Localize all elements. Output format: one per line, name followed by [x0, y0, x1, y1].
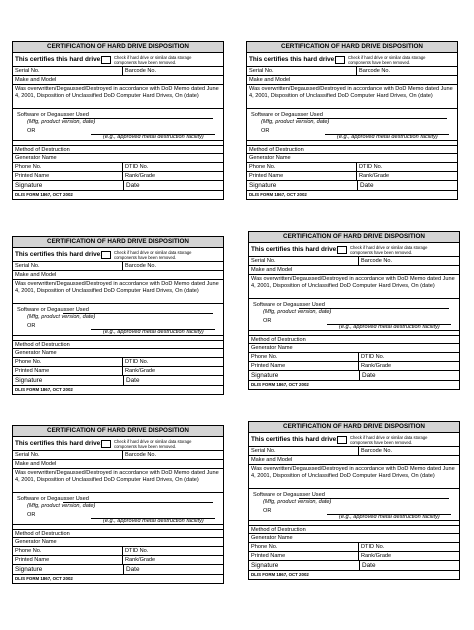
- printed-name-field[interactable]: Printed Name: [13, 367, 123, 375]
- or-label: OR: [261, 128, 270, 134]
- destruction-hint: (e.g., approved metal destruction facility): [103, 329, 204, 335]
- overwrite-statement: Was overwritten/Degaussed/Destroyed in accordance with DoD Memo dated June 4, 2001, Disposition of Unclassified DoD Computer Hard Drives, On (date): [247, 85, 457, 109]
- or-label: OR: [27, 323, 36, 329]
- software-section: [13, 493, 223, 525]
- certifies-note: Check if hard drive or similar data storage components have been removed.: [114, 438, 192, 449]
- method-field[interactable]: Method of Destruction: [249, 335, 459, 344]
- form-footer: DLIS FORM 1867, OCT 2002: [13, 574, 223, 583]
- mfg-hint: (Mfg, product version, date): [27, 503, 96, 509]
- removed-checkbox[interactable]: [101, 440, 111, 448]
- phone-field[interactable]: Phone No.: [13, 163, 123, 171]
- form-title: CERTIFICATION OF HARD DRIVE DISPOSITION: [13, 42, 223, 53]
- software-section: [13, 109, 223, 141]
- method-field[interactable]: Method of Destruction: [249, 525, 459, 534]
- date-field[interactable]: Date: [123, 565, 223, 574]
- printed-name-field[interactable]: Printed Name: [13, 172, 123, 180]
- certifies-label: This certifies this hard drive:: [15, 56, 103, 63]
- form-title: CERTIFICATION OF HARD DRIVE DISPOSITION: [247, 42, 457, 53]
- date-field[interactable]: Date: [359, 371, 459, 380]
- dtid-field[interactable]: DTID No.: [361, 544, 385, 550]
- method-field[interactable]: Method of Destruction: [13, 340, 223, 349]
- form-title: CERTIFICATION OF HARD DRIVE DISPOSITION: [13, 426, 223, 437]
- form-footer: DLIS FORM 1867, OCT 2002: [249, 380, 459, 389]
- make-model-field[interactable]: Make and Model: [249, 266, 459, 275]
- date-field[interactable]: Date: [357, 181, 457, 190]
- removed-checkbox[interactable]: [337, 246, 347, 254]
- overwrite-statement: Was overwritten/Degaussed/Destroyed in accordance with DoD Memo dated June 4, 2001, Disposition of Unclassified DoD Computer Hard Drives, On (date): [13, 280, 223, 304]
- rank-field[interactable]: Rank/Grade: [125, 368, 156, 374]
- overwrite-statement: Was overwritten/Degaussed/Destroyed in accordance with DoD Memo dated June 4, 2001, Disposition of Unclassified DoD Computer Hard Drives, On (date): [13, 469, 223, 493]
- rank-field[interactable]: Rank/Grade: [125, 173, 156, 179]
- dtid-field[interactable]: DTID No.: [361, 354, 385, 360]
- software-section: [249, 489, 459, 521]
- certifies-label: This certifies this hard drive:: [15, 440, 103, 447]
- mfg-hint: (Mfg, product version, date): [263, 309, 332, 315]
- form-copy-3: [12, 236, 224, 395]
- phone-field[interactable]: Phone No.: [13, 547, 123, 555]
- rank-field[interactable]: Rank/Grade: [361, 553, 392, 559]
- make-model-field[interactable]: Make and Model: [13, 271, 223, 280]
- form-title: CERTIFICATION OF HARD DRIVE DISPOSITION: [249, 232, 459, 243]
- or-label: OR: [263, 508, 272, 514]
- dtid-field[interactable]: DTID No.: [359, 164, 383, 170]
- destruction-hint: (e.g., approved metal destruction facility): [103, 134, 204, 140]
- or-label: OR: [27, 128, 36, 134]
- generator-field[interactable]: Generator Name: [13, 538, 223, 547]
- mfg-hint: (Mfg, product version, date): [261, 119, 330, 125]
- barcode-field[interactable]: Barcode No.: [359, 68, 391, 74]
- certifies-label: This certifies this hard drive:: [251, 436, 339, 443]
- certifies-label: This certifies this hard drive:: [15, 251, 103, 258]
- barcode-field[interactable]: Barcode No.: [125, 68, 157, 74]
- signature-field[interactable]: Signature: [15, 566, 43, 573]
- barcode-field[interactable]: Barcode No.: [361, 448, 393, 454]
- form-copy-4: [248, 231, 460, 390]
- removed-checkbox[interactable]: [101, 56, 111, 64]
- date-field[interactable]: Date: [359, 561, 459, 570]
- date-field[interactable]: Date: [123, 376, 223, 385]
- software-section: [249, 299, 459, 331]
- serial-field[interactable]: Serial No.: [247, 67, 357, 75]
- form-footer: DLIS FORM 1867, OCT 2002: [249, 570, 459, 579]
- or-label: OR: [263, 318, 272, 324]
- overwrite-statement: Was overwritten/Degaussed/Destroyed in accordance with DoD Memo dated June 4, 2001, Disposition of Unclassified DoD Computer Hard Drives, On (date): [249, 275, 459, 299]
- signature-field[interactable]: Signature: [15, 377, 43, 384]
- software-section: [247, 109, 457, 141]
- make-model-field[interactable]: Make and Model: [247, 76, 457, 85]
- phone-field[interactable]: Phone No.: [13, 358, 123, 366]
- method-field[interactable]: Method of Destruction: [13, 145, 223, 154]
- certifies-note: Check if hard drive or similar data storage components have been removed.: [114, 249, 192, 260]
- software-label: Software or Degausser Used: [17, 112, 89, 118]
- form-title: CERTIFICATION OF HARD DRIVE DISPOSITION: [249, 422, 459, 433]
- form-copy-6: [248, 421, 460, 580]
- generator-field[interactable]: Generator Name: [13, 154, 223, 163]
- barcode-field[interactable]: Barcode No.: [125, 263, 157, 269]
- phone-field[interactable]: Phone No.: [249, 543, 359, 551]
- destruction-hint: (e.g., approved metal destruction facility): [339, 324, 440, 330]
- software-label: Software or Degausser Used: [17, 496, 89, 502]
- signature-field[interactable]: Signature: [249, 182, 277, 189]
- removed-checkbox[interactable]: [337, 436, 347, 444]
- make-model-field[interactable]: Make and Model: [13, 460, 223, 469]
- dtid-field[interactable]: DTID No.: [125, 548, 149, 554]
- or-label: OR: [27, 512, 36, 518]
- dtid-field[interactable]: DTID No.: [125, 359, 149, 365]
- serial-field[interactable]: Serial No.: [13, 67, 123, 75]
- software-label: Software or Degausser Used: [253, 302, 325, 308]
- mfg-hint: (Mfg, product version, date): [27, 119, 96, 125]
- mfg-hint: (Mfg, product version, date): [27, 314, 96, 320]
- make-model-field[interactable]: Make and Model: [249, 456, 459, 465]
- certifies-note: Check if hard drive or similar data storage components have been removed.: [114, 54, 192, 65]
- dtid-field[interactable]: DTID No.: [125, 164, 149, 170]
- form-footer: DLIS FORM 1867, OCT 2002: [247, 190, 457, 199]
- serial-field[interactable]: Serial No.: [249, 257, 359, 265]
- certifies-label: This certifies this hard drive:: [249, 56, 337, 63]
- form-copy-5: [12, 425, 224, 584]
- rank-field[interactable]: Rank/Grade: [125, 557, 156, 563]
- rank-field[interactable]: Rank/Grade: [359, 173, 390, 179]
- printed-name-field[interactable]: Printed Name: [249, 552, 359, 560]
- form-copy-2: [246, 41, 458, 200]
- generator-field[interactable]: Generator Name: [249, 534, 459, 543]
- overwrite-statement: Was overwritten/Degaussed/Destroyed in accordance with DoD Memo dated June 4, 2001, Disposition of Unclassified DoD Computer Hard Drives, On (date): [249, 465, 459, 489]
- certifies-note: Check if hard drive or similar data storage components have been removed.: [350, 434, 428, 445]
- software-label: Software or Degausser Used: [251, 112, 323, 118]
- overwrite-statement: Was overwritten/Degaussed/Destroyed in accordance with DoD Memo dated June 4, 2001, Disposition of Unclassified DoD Computer Hard Drives, On (date): [13, 85, 223, 109]
- certifies-note: Check if hard drive or similar data storage components have been removed.: [348, 54, 426, 65]
- software-label: Software or Degausser Used: [253, 492, 325, 498]
- form-footer: DLIS FORM 1867, OCT 2002: [13, 385, 223, 394]
- signature-field[interactable]: Signature: [251, 562, 279, 569]
- software-section: [13, 304, 223, 336]
- method-field[interactable]: Method of Destruction: [13, 529, 223, 538]
- date-field[interactable]: Date: [123, 181, 223, 190]
- method-field[interactable]: Method of Destruction: [247, 145, 457, 154]
- form-title: CERTIFICATION OF HARD DRIVE DISPOSITION: [13, 237, 223, 248]
- removed-checkbox[interactable]: [335, 56, 345, 64]
- barcode-field[interactable]: Barcode No.: [361, 258, 393, 264]
- barcode-field[interactable]: Barcode No.: [125, 452, 157, 458]
- software-label: Software or Degausser Used: [17, 307, 89, 313]
- generator-field[interactable]: Generator Name: [247, 154, 457, 163]
- serial-field[interactable]: Serial No.: [13, 451, 123, 459]
- serial-field[interactable]: Serial No.: [249, 447, 359, 455]
- destruction-hint: (e.g., approved metal destruction facility): [337, 134, 438, 140]
- phone-field[interactable]: Phone No.: [247, 163, 357, 171]
- certifies-label: This certifies this hard drive:: [251, 246, 339, 253]
- form-footer: DLIS FORM 1867, OCT 2002: [13, 190, 223, 199]
- generator-field[interactable]: Generator Name: [249, 344, 459, 353]
- printed-name-field[interactable]: Printed Name: [249, 362, 359, 370]
- destruction-hint: (e.g., approved metal destruction facility): [103, 518, 204, 524]
- certifies-note: Check if hard drive or similar data storage components have been removed.: [350, 244, 428, 255]
- printed-name-field[interactable]: Printed Name: [247, 172, 357, 180]
- signature-field[interactable]: Signature: [251, 372, 279, 379]
- rank-field[interactable]: Rank/Grade: [361, 363, 392, 369]
- generator-field[interactable]: Generator Name: [13, 349, 223, 358]
- serial-field[interactable]: Serial No.: [13, 262, 123, 270]
- form-copy-1: [12, 41, 224, 200]
- mfg-hint: (Mfg, product version, date): [263, 499, 332, 505]
- make-model-field[interactable]: Make and Model: [13, 76, 223, 85]
- removed-checkbox[interactable]: [101, 251, 111, 259]
- phone-field[interactable]: Phone No.: [249, 353, 359, 361]
- printed-name-field[interactable]: Printed Name: [13, 556, 123, 564]
- destruction-hint: (e.g., approved metal destruction facility): [339, 514, 440, 520]
- signature-field[interactable]: Signature: [15, 182, 43, 189]
